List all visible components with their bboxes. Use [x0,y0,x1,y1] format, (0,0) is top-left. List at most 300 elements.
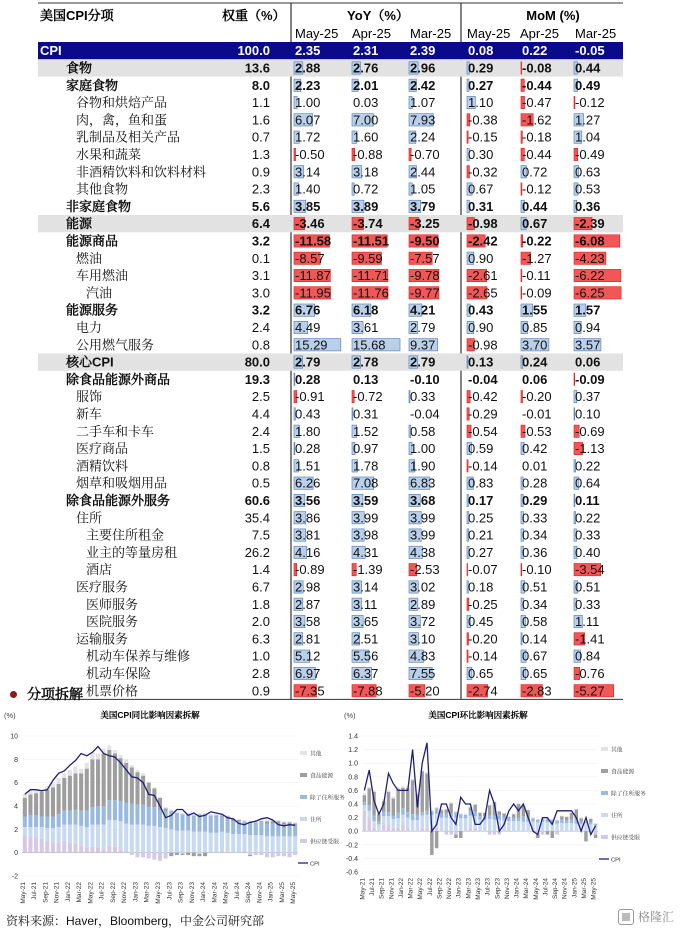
yoy-value: -11.76 [353,285,389,301]
stacked-bar-segment [124,803,128,824]
yoy-value: 2.87 [295,596,321,612]
mom-value: -3.54 [575,562,605,578]
mom-value: -2.39 [575,216,605,232]
yoy-value: 3.59 [353,493,379,508]
x-tick-label: Nov-21 [388,877,396,899]
stacked-bar-segment [430,831,433,855]
yoy-value: 4.21 [410,302,436,318]
stacked-bar-segment [107,800,111,820]
yoy-value: 1.90 [410,458,436,474]
mom-value: -0.20 [468,631,498,647]
stacked-bar-segment [259,822,263,835]
mom-value: -0.42 [468,389,498,405]
yoy-value: -9.59 [353,250,383,266]
row-weight: 0.8 [251,337,270,353]
stacked-bar-segment [152,826,156,853]
x-tick-label: May-24 [222,882,230,904]
yoy-value: 0.28 [295,441,321,457]
x-tick-label: Jul-21 [31,882,39,900]
header-yoy: YoY（%） [347,8,409,23]
stacked-bar-segment [445,818,448,832]
row-weight: 6.3 [251,631,270,647]
row-label: 核心CPI [66,354,114,370]
stacked-bar-segment [420,828,423,831]
stacked-bar-segment [130,768,134,804]
stacked-bar-segment [459,818,462,831]
stacked-bar-segment [579,818,582,821]
yoy-value: 4.16 [295,544,321,560]
yoy-value: 1.40 [295,181,321,197]
row-label: 新车 [76,406,103,422]
x-tick-label: Jan-24 [200,882,208,902]
y-tick-label: 0.4 [348,801,358,809]
stacked-bar-segment [68,776,72,811]
stacked-bar-segment [113,820,117,847]
stacked-bar-segment [396,789,399,813]
yoy-value: 3.11 [353,596,378,612]
stacked-bar-segment [435,828,438,831]
mom-value: 0.63 [575,164,601,180]
stacked-bar-segment [79,846,83,853]
row-label: 其他食物 [76,181,129,197]
row-weight: 1.6 [251,112,270,128]
legend-label: 住所 [611,813,623,820]
mom-value: -6.22 [575,268,605,284]
row-label: 机票价格 [86,683,139,699]
row-label: 肉，禽，鱼和蛋 [76,112,168,128]
yoy-value: 2.79 [410,320,436,335]
stacked-bar-segment [464,815,467,818]
mom-value: 1.11 [575,614,600,630]
mom-value: -1.13 [575,441,605,457]
row-label: 汽油 [86,285,113,301]
stacked-bar-segment [51,817,55,829]
stacked-bar-segment [367,805,370,810]
row-label: 医师服务 [86,596,139,612]
stacked-bar-segment [594,831,597,834]
row-weight: 3.0 [251,285,270,301]
stacked-bar-segment [242,820,246,821]
stacked-bar-segment [406,818,409,828]
stacked-bar-segment [363,805,366,810]
stacked-bar-segment [85,827,89,848]
stacked-bar-segment [164,811,168,829]
stacked-bar-segment [411,780,414,814]
mom-value: -0.29 [468,406,498,422]
stacked-bar-segment [248,853,252,855]
stacked-bar-segment [96,806,100,825]
row-weight: 13.6 [244,60,270,76]
stacked-bar-segment [96,825,100,848]
stacked-bar-segment [51,828,55,842]
stacked-bar-segment [517,818,520,821]
mom-value: -1.27 [522,250,552,266]
mom-value: 0.84 [575,648,601,664]
stacked-bar-segment [259,820,263,821]
stacked-bar-segment [203,853,207,857]
x-tick-label: Sep-24 [245,881,253,903]
yoy-value: 3.98 [353,527,379,543]
stacked-bar-segment [488,816,491,819]
stacked-bar-segment [175,831,179,853]
mom-value: -0.10 [522,562,552,578]
stacked-bar-segment [282,836,286,852]
x-tick-label: Jan-22 [64,882,72,902]
stacked-bar-segment [237,819,241,820]
stacked-bar-segment [265,836,269,852]
x-tick-label: May-25 [590,878,598,900]
x-tick-label: Mar-25 [278,881,286,903]
stacked-bar-segment [382,824,385,831]
row-weight: 0.9 [251,164,270,180]
y-tick-label: 0.0 [348,828,358,836]
stacked-bar-segment [34,838,38,853]
stacked-bar-segment [130,853,134,855]
yoy-value: -3.25 [410,216,440,232]
x-tick-label: Sep-23 [494,878,502,900]
mom-value: 0.34 [522,527,548,543]
mom-value: -0.05 [575,43,605,59]
stacked-bar-segment [73,766,77,773]
stacked-bar-segment [512,814,515,817]
yoy-value: 2.51 [353,631,379,647]
stacked-bar-segment [363,795,366,802]
stacked-bar-segment [589,818,592,819]
mom-value: 3.70 [522,337,548,353]
chart-title: 美国CPI同比影响因素拆解 [100,710,200,720]
mom-value: 0.27 [468,544,494,560]
stacked-bar-segment [45,828,49,841]
stacked-bar-segment [113,754,117,801]
yoy-value: 2.78 [353,354,379,370]
stacked-bar-segment [226,819,230,833]
stacked-bar-segment [464,818,467,831]
header-yoy-month-2: Apr-25 [352,26,392,41]
stacked-bar-segment [512,821,515,831]
row-label: 非家庭食物 [66,198,132,214]
stacked-bar-segment [57,842,61,853]
stacked-bar-segment [209,833,213,853]
stacked-bar-segment [570,813,573,820]
row-weight: 6.4 [251,216,270,232]
row-weight: 1.1 [251,95,270,111]
legend-label: CPI [310,861,320,868]
stacked-bar-segment [392,828,395,831]
stacked-bar-segment [259,853,263,855]
stacked-bar-segment [68,770,72,776]
y-tick-label: 1.0 [348,760,358,768]
row-label: 公用燃气服务 [76,337,155,353]
stacked-bar-segment [113,750,117,754]
stacked-bar-segment [113,847,117,853]
x-tick-label: Nov-22 [446,877,454,899]
legend-label: CPI [611,857,621,864]
yoy-value: 15.68 [353,337,386,353]
stacked-bar-segment [119,801,123,821]
mom-value: -6.08 [575,233,605,249]
mom-value: 0.65 [522,666,548,681]
stacked-bar-segment [164,853,168,859]
yoy-value: 2.98 [295,579,321,595]
mom-value: 0.21 [468,527,494,543]
yoy-value: -0.89 [295,562,325,578]
section-bullet-icon [10,691,17,698]
stacked-bar-segment [271,824,275,837]
stacked-bar-segment [62,778,66,811]
stacked-bar-segment [90,825,94,847]
row-label: 车用燃油 [76,268,129,284]
stacked-bar-segment [164,807,168,808]
yoy-value: 6.76 [295,302,321,318]
mom-value: -0.98 [468,337,498,353]
stacked-bar-segment [531,818,534,819]
stacked-bar-segment [401,815,404,825]
stacked-bar-segment [367,787,370,788]
yoy-value: 0.97 [353,441,379,457]
mom-decomposition-chart [338,706,646,908]
stacked-bar-segment [512,818,515,821]
stacked-bar-segment [265,853,269,858]
x-tick-label: Nov-22 [121,881,129,903]
stacked-bar-segment [62,841,66,853]
stacked-bar-segment [175,812,179,813]
x-tick-label: May-23 [475,878,482,900]
y-tick-label: 10 [10,733,18,741]
x-tick-label: Mar-25 [581,878,588,899]
yoy-value: 0.58 [410,423,436,439]
stacked-bar-segment [28,836,32,852]
legend-label: 食品能源 [310,773,334,780]
y-tick-label: -0.6 [345,869,358,877]
y-tick-label: -2 [11,873,18,881]
stacked-bar-segment [209,815,213,833]
stacked-bar-segment [181,813,185,814]
stacked-bar-segment [34,791,38,793]
stacked-bar-segment [141,776,145,805]
stacked-bar-segment [141,805,145,825]
stacked-bar-segment [392,797,395,799]
stacked-bar-segment [575,809,578,810]
stacked-bar-segment [73,825,77,844]
stacked-bar-segment [555,831,558,834]
stacked-bar-segment [96,759,100,806]
mom-value: 0.65 [468,666,494,681]
row-weight: 1.4 [251,562,270,578]
mom-value: -0.25 [468,596,498,612]
stacked-bar-segment [401,808,404,815]
stacked-bar-segment [276,820,280,821]
yoy-value: 1.51 [295,458,321,474]
stacked-bar-segment [158,810,162,828]
mom-value: 0.67 [522,648,548,664]
stacked-bar-segment [507,817,510,821]
stacked-bar-segment [396,813,399,818]
stacked-bar-segment [73,810,77,825]
row-label: 烟草和吸烟用品 [76,475,168,491]
stacked-bar-segment [377,821,380,824]
stacked-bar-segment [102,754,106,807]
x-tick-label: Jul-24 [233,882,241,900]
stacked-bar-segment [493,820,496,832]
x-tick-label: Jul-24 [542,877,550,896]
row-label: 能源服务 [66,302,119,318]
stacked-bar-segment [96,848,100,853]
stacked-bar-segment [220,817,224,832]
stacked-bar-segment [420,812,423,815]
x-tick-label: Mar-23 [465,878,473,899]
row-label: 服饰 [76,389,103,405]
stacked-bar-segment [367,818,370,832]
row-label: 除食品能源外商品 [66,371,171,387]
stacked-bar-segment [265,820,269,821]
x-tick-label: Jan-25 [571,877,579,898]
stacked-bar-segment [488,819,491,831]
stacked-bar-segment [498,811,501,814]
stacked-bar-segment [214,814,218,815]
row-label: 主要住所租金 [86,527,165,543]
mom-value: 0.43 [468,302,494,318]
mom-value: -0.54 [468,423,498,439]
y-tick-label: 1.4 [348,733,358,741]
stacked-bar-segment [62,811,66,825]
yoy-value: -0.70 [410,147,440,162]
stacked-bar-segment [192,853,196,857]
stacked-bar-segment [242,834,246,852]
stacked-bar-segment [293,822,297,823]
row-weight: 0.5 [251,475,270,491]
stacked-bar-segment [387,792,390,812]
stacked-bar-segment [363,802,366,805]
x-tick-label: Nov-24 [561,878,569,899]
stacked-bar-segment [40,839,44,853]
yoy-value: 15.29 [295,337,328,353]
yoy-value: 3.79 [410,198,436,214]
x-tick-label: Jan-23 [455,877,463,898]
stacked-bar-segment [507,816,510,817]
stacked-bar-segment [367,788,370,805]
yoy-value: 3.99 [353,510,379,526]
stacked-bar-segment [248,822,252,835]
x-tick-label: Mar-23 [143,881,151,903]
row-label: 除食品能源外服务 [66,493,171,508]
yoy-value: 2.39 [410,43,436,59]
stacked-bar-segment [449,803,452,813]
stacked-bar-segment [79,769,83,774]
stacked-bar-segment [282,821,286,822]
yoy-value: 2.42 [410,77,436,93]
legend-swatch [300,817,307,821]
stacked-bar-segment [526,822,529,832]
stacked-bar-segment [469,816,472,828]
stacked-bar-segment [459,814,462,818]
stacked-bar-segment [367,811,370,818]
stacked-bar-segment [473,828,476,831]
row-weight: 1.0 [251,648,270,664]
header-yoy-month-3: Mar-25 [410,26,452,41]
stacked-bar-segment [62,825,66,841]
yoy-value: 4.83 [410,648,436,664]
mom-value: -0.14 [468,648,498,664]
stacked-bar-segment [387,812,390,816]
row-weight: 4.4 [251,406,270,422]
yoy-value: 3.72 [410,614,436,630]
yoy-value: 3.10 [410,631,436,647]
mom-value: 0.53 [575,181,601,197]
stacked-bar-segment [293,824,297,825]
row-label: CPI [40,43,62,59]
mom-value: 0.49 [575,77,601,93]
stacked-bar-segment [79,826,83,846]
yoy-value: -11.51 [353,233,390,249]
stacked-bar-segment [363,793,366,795]
mom-value: -0.04 [468,371,498,387]
yoy-value: 2.81 [295,631,321,647]
yoy-value: 3.65 [353,614,379,630]
stacked-bar-segment [57,784,61,814]
stacked-bar-segment [498,815,501,820]
stacked-bar-segment [135,770,139,772]
stacked-bar-segment [478,812,481,813]
stacked-bar-segment [551,831,554,838]
mom-value: 0.58 [522,614,548,630]
stacked-bar-segment [488,805,491,806]
row-weight: 3.1 [251,268,270,284]
stacked-bar-segment [454,811,457,812]
stacked-bar-segment [242,821,246,834]
mom-value: -1.62 [522,112,552,128]
yoy-value: -11.58 [295,233,332,249]
mom-value: -0.01 [522,406,552,422]
stacked-bar-segment [57,827,61,842]
legend-label: 供应链受限 [611,835,640,842]
stacked-bar-segment [420,816,423,828]
mom-value: 0.25 [468,510,494,526]
mom-value: 0.13 [468,354,494,370]
yoy-value: 2.79 [295,354,321,370]
legend-swatch [300,773,307,777]
stacked-bar-segment [45,841,49,853]
mom-value: 0.34 [522,596,548,612]
section-header [10,684,83,704]
mom-value: 0.90 [468,320,494,335]
x-tick-label: Jul-23 [166,882,174,900]
mom-value: 0.85 [522,320,548,335]
stacked-bar-segment [363,811,366,831]
x-tick-label: May-25 [290,882,298,904]
yoy-value: -0.50 [295,147,325,162]
mom-value: 0.01 [522,458,548,474]
stacked-bar-segment [23,798,27,817]
mom-value: 0.22 [522,43,548,59]
stacked-bar-segment [237,820,241,821]
stacked-bar-segment [565,816,568,817]
mom-value: 0.28 [522,475,548,491]
header-yoy-month-1: May-25 [295,26,339,41]
yoy-value: 6.83 [410,475,436,491]
stacked-bar-segment [265,821,269,823]
stacked-bar-segment [164,808,168,810]
mom-value: 0.30 [468,147,494,162]
mom-value: 0.36 [575,198,601,214]
stacked-bar-segment [175,853,179,855]
stacked-bar-segment [203,832,207,853]
yoy-value: 1.00 [295,95,321,111]
stacked-bar-segment [158,797,162,798]
x-tick-label: Jul-22 [98,882,106,900]
legend-swatch [300,839,307,843]
row-weight: 100.0 [237,43,270,59]
mom-value: 0.67 [468,181,494,197]
